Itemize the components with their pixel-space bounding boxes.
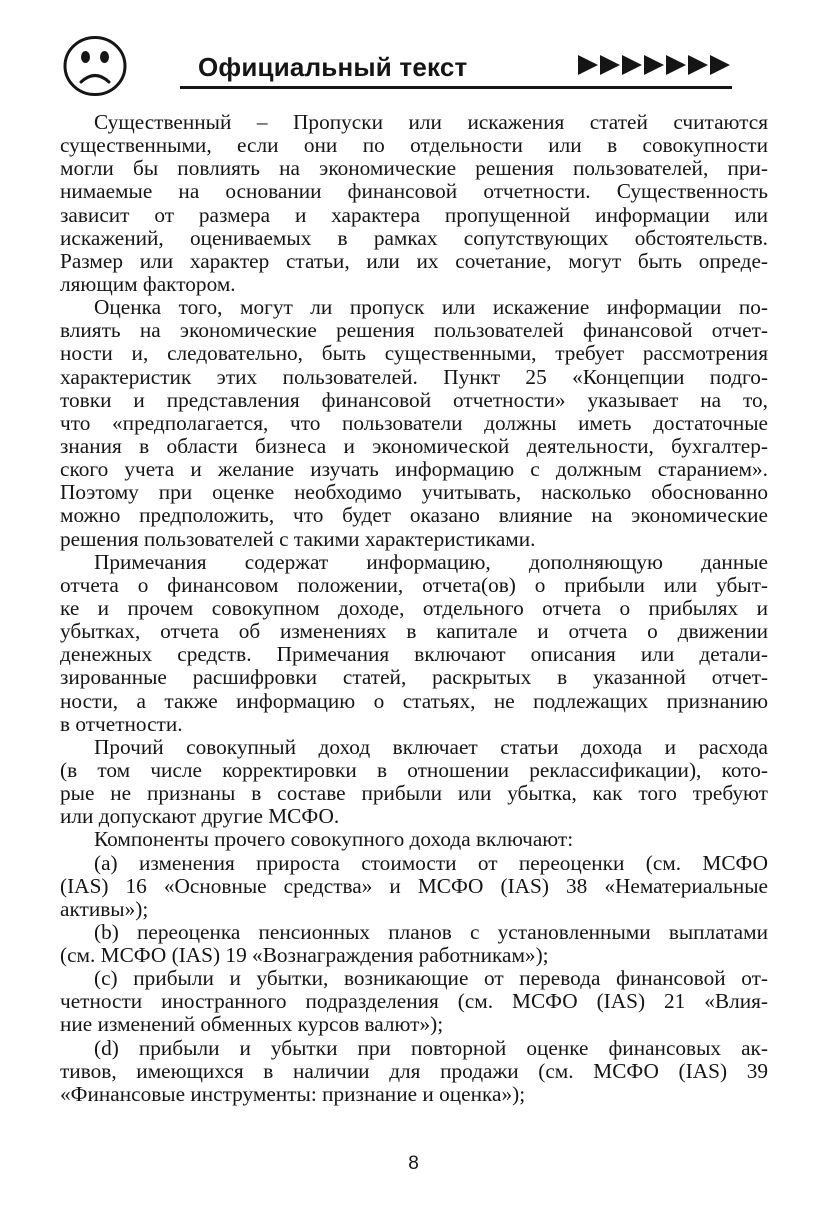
text-line: нимаемые на основании финансовой отчетности. Существенность — [60, 180, 768, 204]
text-line: зированные расшифровки статей, раскрытых в указанной отчет- — [60, 666, 768, 690]
text-line: (IAS) 16 «Основные средства» и МСФО (IAS) 38 «Нематериальные — [60, 874, 768, 898]
text-line: в отчетности. — [60, 712, 183, 736]
text-line: что «предполагается, что пользователи должны иметь достаточные — [60, 411, 768, 435]
text-line: четности иностранного подразделения (см. МСФО (IAS) 21 «Влия- — [60, 990, 768, 1014]
sad-face-icon — [62, 35, 128, 97]
text-line: рые не признаны в составе прибыли или убытка, как того требуют — [60, 782, 768, 806]
text-line: ности и, следовательно, быть существенными, требует рассмотрения — [60, 342, 768, 366]
text-line: знания в области бизнеса и экономической деятельности, бухгалтер- — [60, 434, 768, 458]
text-line: (b) переоценка пенсионных планов с установленными выплатами — [94, 920, 768, 944]
text-line: влиять на экономические решения пользователей финансовой отчет- — [60, 319, 768, 343]
paragraph-other-comprehensive-income — [60, 736, 768, 829]
paragraph-oci-components-intro — [60, 828, 768, 851]
text-line: отчета о финансовом положении, отчета(ов) о прибыли или убыт- — [60, 573, 768, 597]
text-line: можно предположить, что будет оказано влияние на экономические — [60, 504, 768, 528]
text-line: ского учета и желание изучать информацию с должным старанием». — [60, 458, 768, 482]
text-line: ляющим фактором. — [60, 272, 236, 296]
list-item-d — [60, 1037, 768, 1106]
text-line: ке и прочем совокупном доходе, отдельного отчета о прибылях и — [60, 596, 768, 620]
paragraph-notes — [60, 551, 768, 736]
body-text — [60, 111, 768, 1106]
text-line: Существенный – Пропуски или искажения статей считаются — [94, 111, 768, 134]
triangle-right-icon — [622, 55, 642, 75]
triangle-right-icon — [578, 55, 598, 75]
text-line: Оценка того, могут ли пропуск или искажение информации по- — [94, 296, 768, 320]
text-line: тивов, имеющихся в наличии для продажи (см. МСФО (IAS) 39 — [60, 1059, 768, 1083]
text-line: ности, а также информацию о статьях, не подлежащих признанию — [60, 689, 768, 713]
text-line: (в том числе корректировки в отношении реклассификации), кото- — [60, 758, 768, 782]
text-line: Прочий совокупный доход включает статьи дохода и расхода — [94, 735, 768, 759]
text-line: зависит от размера и характера пропущенной информации или — [60, 203, 768, 227]
text-line: (c) прибыли и убытки, возникающие от перевода финансовой от- — [94, 967, 768, 991]
page-number: 8 — [408, 1153, 419, 1174]
paragraph-materiality-definition — [60, 111, 768, 296]
header-rule — [180, 86, 732, 89]
triangle-right-icon — [688, 55, 708, 75]
text-line: или допускают другие МСФО. — [60, 805, 340, 829]
text-line: (d) прибыли и убытки при повторной оценке финансовых ак- — [94, 1036, 768, 1060]
text-line: (а) изменения прироста стоимости от переоценки (см. МСФО — [94, 851, 768, 875]
triangle-right-icon — [600, 55, 620, 75]
list-item-c — [60, 967, 768, 1036]
triangle-right-icon — [666, 55, 686, 75]
text-line: убытках, отчета об изменениях в капитале и отчета о движении — [60, 620, 768, 644]
text-line: Примечания содержат информацию, дополняющую данные — [94, 550, 768, 574]
text-line: характеристик этих пользователей. Пункт 25 «Концепции подго- — [60, 365, 768, 389]
text-line: Компоненты прочего совокупного дохода включают: — [94, 828, 574, 852]
text-line: Размер или характер статьи, или их сочетание, могут быть опреде- — [60, 249, 768, 273]
text-line: могли бы повлиять на экономические решения пользователей, при- — [60, 157, 768, 181]
text-line: денежных средств. Примечания включают описания или детали- — [60, 643, 768, 667]
list-item-b — [60, 921, 768, 967]
header-arrows — [578, 55, 730, 75]
text-line: «Финансовые инструменты: признание и оценка»); — [60, 1082, 526, 1106]
triangle-right-icon — [710, 55, 730, 75]
header-title: Официальный текст — [198, 52, 468, 82]
text-line: ние изменений обменных курсов валют»); — [60, 1013, 444, 1037]
list-item-a — [60, 852, 768, 921]
paragraph-materiality-assessment — [60, 296, 768, 551]
text-line: существенными, если они по отдельности или в совокупности — [60, 134, 768, 158]
text-line: искажений, оцениваемых в рамках сопутствующих обстоятельств. — [60, 226, 768, 250]
text-line: активы»); — [60, 897, 149, 921]
text-line: решения пользователей с такими характеристиками. — [60, 527, 536, 551]
text-line: Поэтому при оценке необходимо учитывать, насколько обоснованно — [60, 481, 768, 505]
text-line: (см. МСФО (IAS) 19 «Вознаграждения работникам»); — [60, 944, 549, 968]
text-line: товки и представления финансовой отчетности» указывает на то, — [60, 388, 768, 412]
triangle-right-icon — [644, 55, 664, 75]
